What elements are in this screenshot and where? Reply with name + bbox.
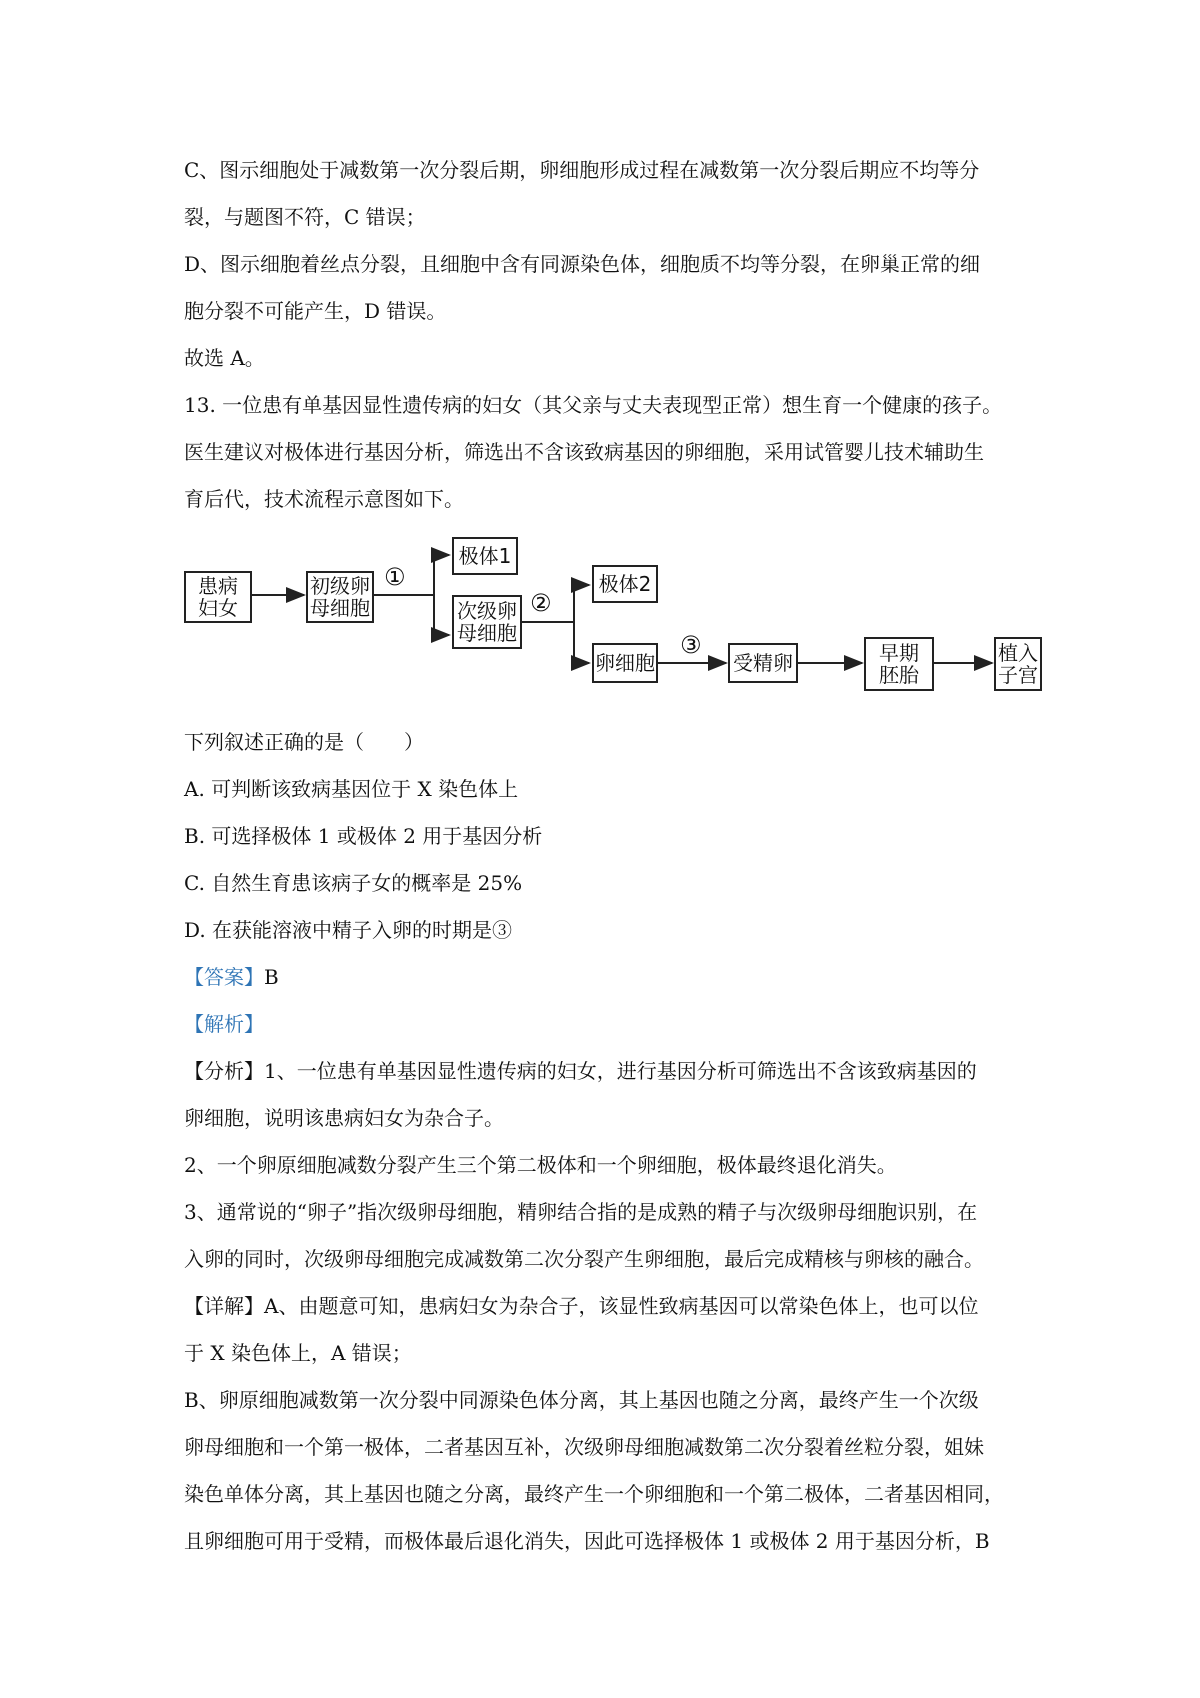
box-text: 母细胞 bbox=[310, 596, 370, 620]
step-3-marker: ③ bbox=[680, 631, 702, 659]
question-13-line: 医生建议对极体进行基因分析，筛选出不含该致病基因的卵细胞，采用试管婴儿技术辅助生 bbox=[184, 440, 984, 464]
box-text: 次级卵 bbox=[457, 599, 517, 623]
box-text: 子宫 bbox=[998, 663, 1038, 687]
implant-uterus-box bbox=[994, 637, 1042, 691]
analysis-line: 【详解】A、由题意可知，患病妇女为杂合子，该显性致病基因可以常染色体上，也可以位 bbox=[184, 1294, 979, 1318]
box-text: 患病 bbox=[198, 574, 238, 598]
paragraph-line: D、图示细胞着丝点分裂，且细胞中含有同源染色体，细胞质不均等分裂，在卵巢正常的细 bbox=[184, 252, 981, 276]
box-text: 母细胞 bbox=[457, 621, 517, 645]
box-text: 植入 bbox=[998, 641, 1038, 665]
primary-oocyte-box bbox=[306, 571, 374, 623]
patient-woman-box bbox=[184, 571, 252, 623]
box-text: 受精卵 bbox=[733, 651, 793, 675]
egg-cell-box bbox=[592, 643, 658, 683]
analysis-line: 卵母细胞和一个第一极体，二者基因互补，次级卵母细胞减数第二次分裂着丝粒分裂，姐妹 bbox=[184, 1435, 984, 1459]
step-2-marker: ② bbox=[530, 589, 552, 617]
box-text: 极体1 bbox=[458, 544, 512, 568]
option-c: C. 自然生育患该病子女的概率是 25% bbox=[184, 871, 523, 895]
analysis-line: 【分析】1、一位患有单基因显性遗传病的妇女，进行基因分析可筛选出不含该致病基因的 bbox=[184, 1059, 977, 1083]
analysis-line: 入卵的同时，次级卵母细胞完成减数第二次分裂产生卵细胞，最后完成精核与卵核的融合。 bbox=[184, 1247, 984, 1271]
question-13-line: 13. 一位患有单基因显性遗传病的妇女（其父亲与丈夫表现型正常）想生育一个健康的孩子。 bbox=[184, 393, 1003, 417]
answer-value: B bbox=[264, 965, 279, 989]
box-text: 极体2 bbox=[598, 572, 652, 596]
option-b: B. 可选择极体 1 或极体 2 用于基因分析 bbox=[184, 824, 543, 848]
polar-body-2-box bbox=[592, 565, 658, 603]
box-text: 初级卵 bbox=[310, 574, 370, 598]
paragraph-line: 胞分裂不可能产生，D 错误。 bbox=[184, 299, 447, 323]
box-text: 卵细胞 bbox=[595, 651, 655, 675]
paragraph-line: C、图示细胞处于减数第一次分裂后期，卵细胞形成过程在减数第一次分裂后期应不均等分 bbox=[184, 158, 980, 182]
option-d: D. 在获能溶液中精子入卵的时期是③ bbox=[184, 918, 513, 942]
polar-body-1-box bbox=[452, 537, 518, 575]
paragraph-line: 裂，与题图不符，C 错误； bbox=[184, 205, 426, 229]
analysis-line: 2、一个卵原细胞减数分裂产生三个第二极体和一个卵细胞，极体最终退化消失。 bbox=[184, 1153, 897, 1177]
analysis-line: B、卵原细胞减数第一次分裂中同源染色体分离，其上基因也随之分离，最终产生一个次级 bbox=[184, 1388, 979, 1412]
analysis-line: 染色单体分离，其上基因也随之分离，最终产生一个卵细胞和一个第二极体，二者基因相同， bbox=[184, 1482, 1004, 1506]
fertilized-egg-box bbox=[728, 643, 798, 683]
box-text: 妇女 bbox=[198, 596, 238, 620]
analysis-line: 卵细胞，说明该患病妇女为杂合子。 bbox=[184, 1106, 504, 1130]
analysis-line: 且卵细胞可用于受精，而极体最后退化消失，因此可选择极体 1 或极体 2 用于基因分析，B bbox=[184, 1529, 990, 1553]
step-1-marker: ① bbox=[384, 563, 406, 591]
early-embryo-box bbox=[864, 637, 934, 691]
box-text: 胚胎 bbox=[879, 663, 919, 687]
answer-line bbox=[184, 963, 279, 991]
secondary-oocyte-box bbox=[452, 595, 522, 649]
paragraph-line: 故选 A。 bbox=[184, 346, 265, 370]
analysis-label: 【解析】 bbox=[184, 1012, 264, 1036]
question-stem: 下列叙述正确的是（ ） bbox=[184, 730, 424, 754]
box-text: 早期 bbox=[879, 641, 919, 665]
question-13-line: 育后代，技术流程示意图如下。 bbox=[184, 487, 464, 511]
ivf-flow-diagram bbox=[184, 535, 1044, 700]
answer-label: 【答案】 bbox=[184, 965, 264, 989]
analysis-line: 3、通常说的“卵子”指次级卵母细胞，精卵结合指的是成熟的精子与次级卵母细胞识别，在 bbox=[184, 1200, 978, 1224]
analysis-line: 于 X 染色体上，A 错误； bbox=[184, 1341, 412, 1365]
option-a: A. 可判断该致病基因位于 X 染色体上 bbox=[184, 777, 519, 801]
